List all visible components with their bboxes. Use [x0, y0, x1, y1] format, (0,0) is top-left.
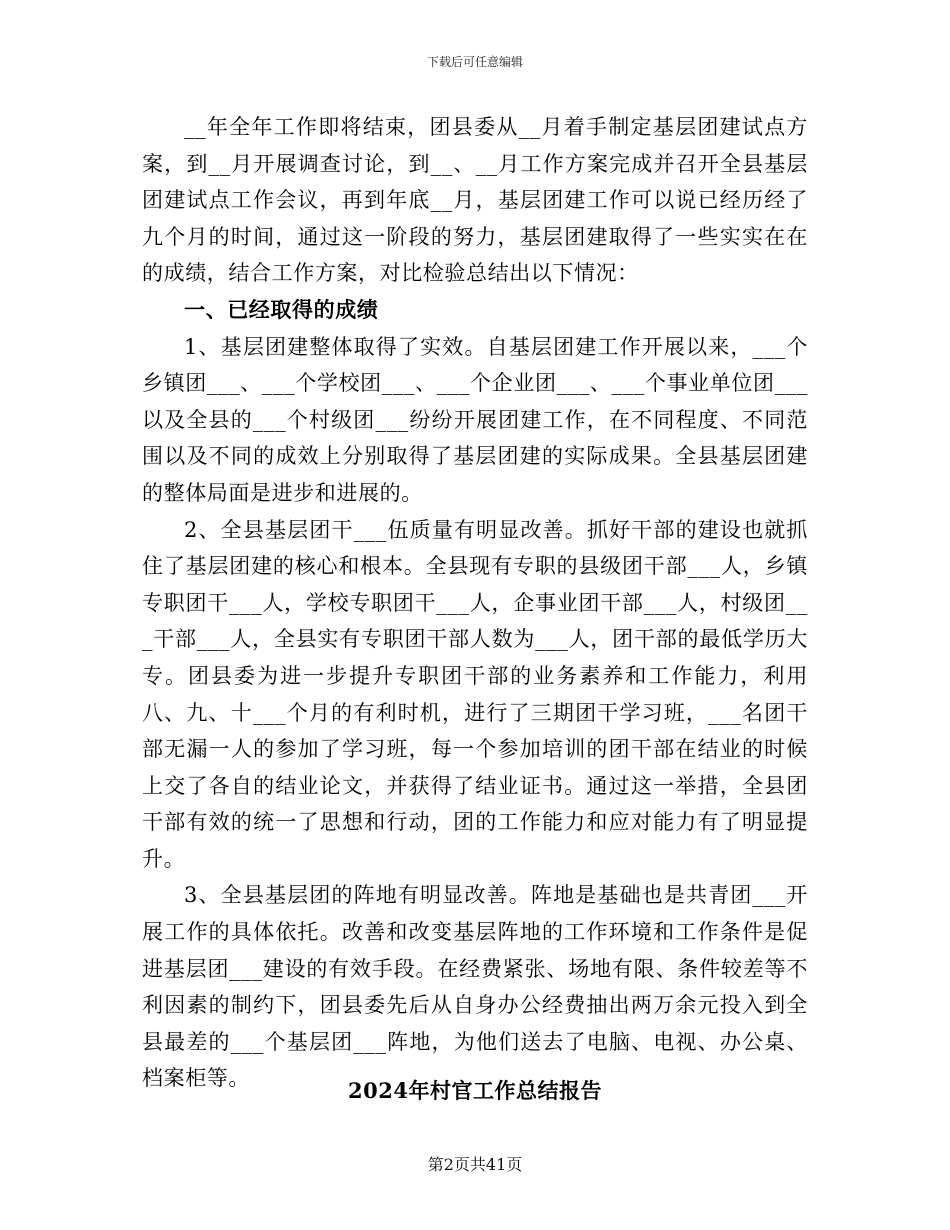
- header-note: 下载后可任意编辑: [426, 55, 523, 69]
- document-body: [142, 109, 808, 1097]
- page-number: 第2页共41页: [427, 1155, 523, 1174]
- next-document-title: 2024年村官工作总结报告: [348, 1078, 602, 1103]
- item-1-paragraph: 1、基层团建整体取得了实效。自基层团建工作开展以来，___个乡镇团___、___个学校团___、___个企业团___、___个事业单位团___以及全县的___个村级团___纷纷开展团建工作，在不同程度、不同范围以及不同的成效上分别取得了基层团建的实际成果。全县基层团建的整体局面是进步和进展的。: [142, 334, 808, 505]
- item-2-paragraph: 2、全县基层团干___伍质量有明显改善。抓好干部的建设也就抓住了基层团建的核心和根本。全县现有专职的县级团干部___人，乡镇专职团干___人，学校专职团干___人，企事业团干部___人，村级团___干部___人，全县实有专职团干部人数为___人，团干部的最低学历大专。团县委为进一步提升专职团干部的业务素养和工作能力，利用八、九、十___个月的有利时机，进行了三期团干学习班，___名团干部无漏一人的参加了学习班，每一个参加培训的团干部在结业的时候上交了各自的结业论文，并获得了结业证书。通过这一举措，全县团干部有效的统一了思想和行动，团的工作能力和应对能力有了明显提升。: [142, 517, 808, 871]
- section-heading: 一、已经取得的成绩: [184, 296, 379, 322]
- item-3-paragraph: 3、全县基层团的阵地有明显改善。阵地是基础也是共青团___开展工作的具体依托。改善和改变基层阵地的工作环境和工作条件是促进基层团___建设的有效手段。在经费紧张、场地有限、条件较差等不利因素的制约下，团县委先后从自身办公经费抽出两万余元投入到全县最差的___个基层团___阵地，为他们送去了电脑、电视、办公桌、档案柜等。: [142, 883, 808, 1091]
- intro-paragraph: __年全年工作即将结束，团县委从__月着手制定基层团建试点方案，到__月开展调查讨论，到__、__月工作方案完成并召开全县基层团建试点工作会议，再到年底__月，基层团建工作可以说已经历经了九个月的时间，通过这一阶段的努力，基层团建取得了一些实实在在的成绩，结合工作方案，对比检验总结出以下情况：: [142, 115, 808, 286]
